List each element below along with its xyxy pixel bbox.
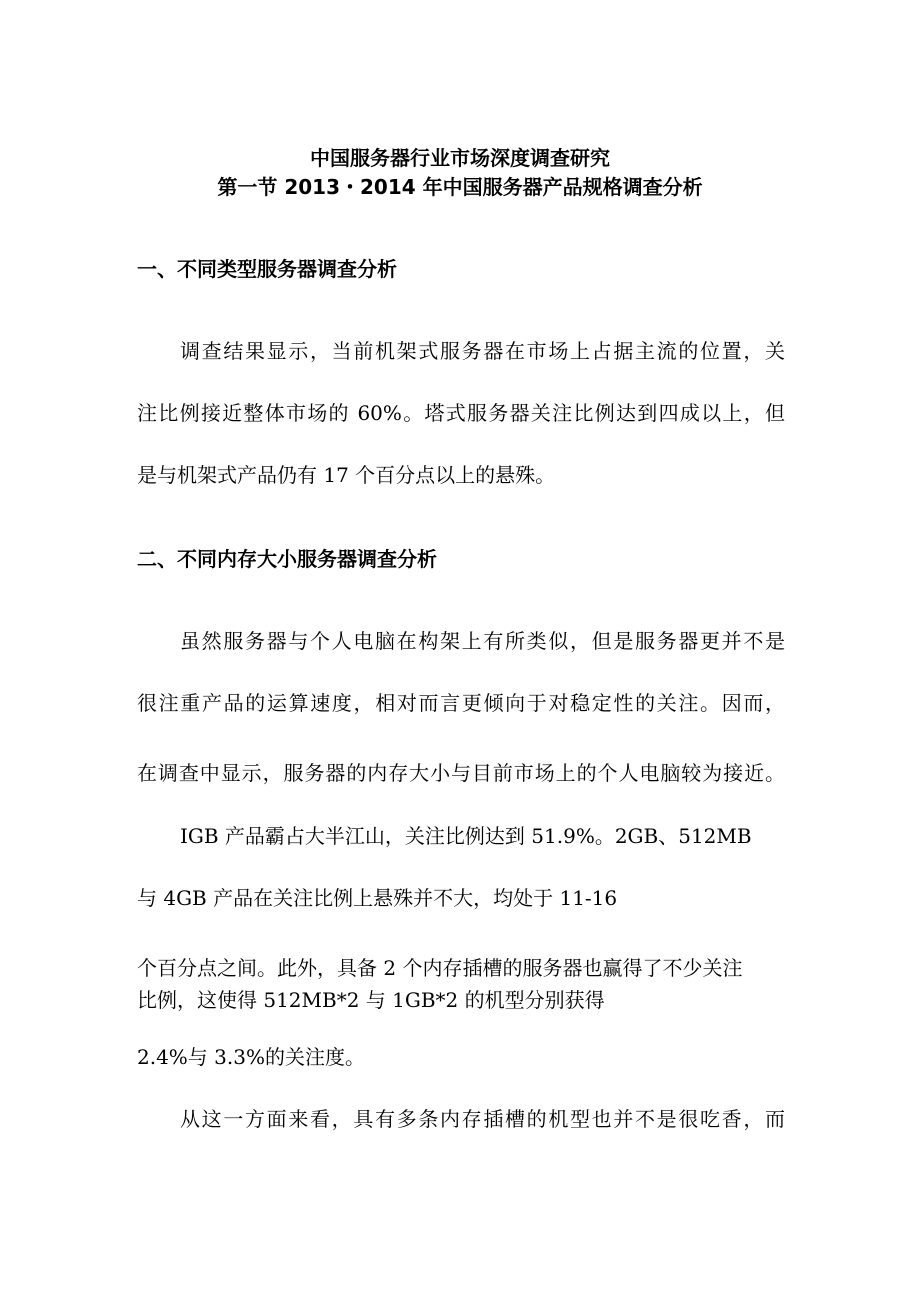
section-title: 第一节 2013・2014 年中国服务器产品规格调查分析 <box>217 175 703 199</box>
section1-heading: 一、不同类型服务器调查分析 <box>137 257 397 281</box>
paragraph-line: 个百分点之间。此外，具备 2 个内存插槽的服务器也赢得了不少关注 <box>137 956 743 980</box>
paragraph-line: 2.4%与 3.3%的关注度。 <box>137 1045 365 1069</box>
paragraph-line: 在调查中显示，服务器的内存大小与目前市场上的个人电脑较为接近。 <box>137 761 785 785</box>
paragraph-line: 虽然服务器与个人电脑在构架上有所类似，但是服务器更并不是 <box>180 629 785 653</box>
document-title: 中国服务器行业市场深度调查研究 <box>310 146 610 170</box>
section2-heading: 二、不同内存大小服务器调查分析 <box>137 547 437 571</box>
paragraph-line: 与 4GB 产品在关注比例上悬殊并不大，均处于 11-16 <box>137 886 618 910</box>
paragraph-line: IGB 产品霸占大半江山，关注比例达到 51.9%。2GB、512MB <box>180 824 752 848</box>
paragraph-line: 很注重产品的运算速度，相对而言更倾向于对稳定性的关注。因而， <box>137 691 785 715</box>
paragraph-line: 调查结果显示，当前机架式服务器在市场上占据主流的位置，关 <box>180 339 785 363</box>
paragraph-line: 是与机架式产品仍有 17 个百分点以上的悬殊。 <box>137 463 556 487</box>
paragraph-line: 注比例接近整体市场的 60%。塔式服务器关注比例达到四成以上，但 <box>137 401 785 425</box>
paragraph-line: 比例，这使得 512MB*2 与 1GB*2 的机型分别获得 <box>137 988 605 1012</box>
paragraph-line: 从这一方面来看，具有多条内存插槽的机型也并不是很吃香，而 <box>180 1107 785 1131</box>
